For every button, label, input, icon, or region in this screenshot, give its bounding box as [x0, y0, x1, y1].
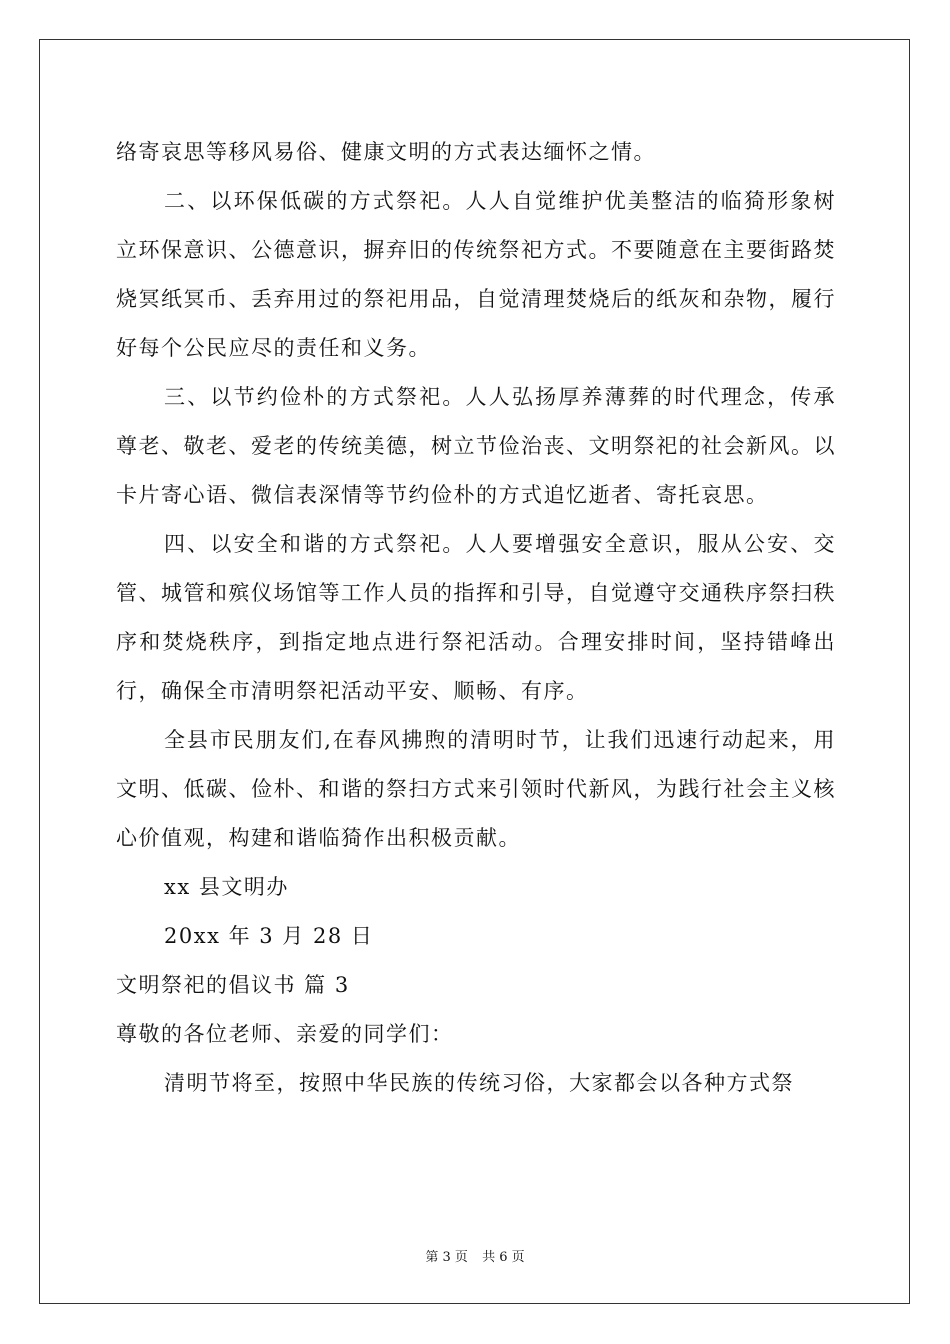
paragraph-1: 络寄哀思等移风易俗、健康文明的方式表达缅怀之情。	[116, 140, 656, 164]
page-footer	[0, 1246, 950, 1265]
signature-date: 20xx 年 3 月 28 日	[164, 924, 374, 948]
signature-org: xx 县文明办	[164, 875, 289, 899]
paragraph-last: 清明节将至，按照中华民族的传统习俗，大家都会以各种方式祭	[164, 1071, 794, 1095]
document-body	[116, 128, 836, 1108]
paragraph-4: 四、以安全和谐的方式祭祀。人人要增强安全意识，服从公安、交管、城管和殡仪场馆等工作人员的指挥和引导，自觉遵守交通秩序祭扫秩序和焚烧秩序，到指定地点进行祭祀活动。合理安排时间，坚持错峰出行，确保全市清明祭祀活动平安、顺畅、有序。	[116, 532, 836, 703]
paragraph-5: 全县市民朋友们,在春风拂煦的清明时节，让我们迅速行动起来，用文明、低碳、俭朴、和谐的祭扫方式来引领时代新风，为践行社会主义核心价值观，构建和谐临猗作出积极贡献。	[116, 728, 836, 850]
salutation: 尊敬的各位老师、亲爱的同学们：	[116, 1022, 454, 1046]
page-total: 共 6 页	[482, 1250, 525, 1265]
paragraph-3: 三、以节约俭朴的方式祭祀。人人弘扬厚养薄葬的时代理念，传承尊老、敬老、爱老的传统美德，树立节俭治丧、文明祭祀的社会新风。以卡片寄心语、微信表深情等节约俭朴的方式追忆逝者、寄托哀思。	[116, 385, 836, 507]
section-title: 文明祭祀的倡议书 篇 3	[116, 973, 350, 997]
page-number: 第 3 页	[425, 1250, 468, 1265]
paragraph-2: 二、以环保低碳的方式祭祀。人人自觉维护优美整洁的临猗形象树立环保意识、公德意识，摒弃旧的传统祭祀方式。不要随意在主要街路焚烧冥纸冥币、丢弃用过的祭祀用品，自觉清理焚烧后的纸灰和杂物，履行好每个公民应尽的责任和义务。	[116, 189, 836, 360]
